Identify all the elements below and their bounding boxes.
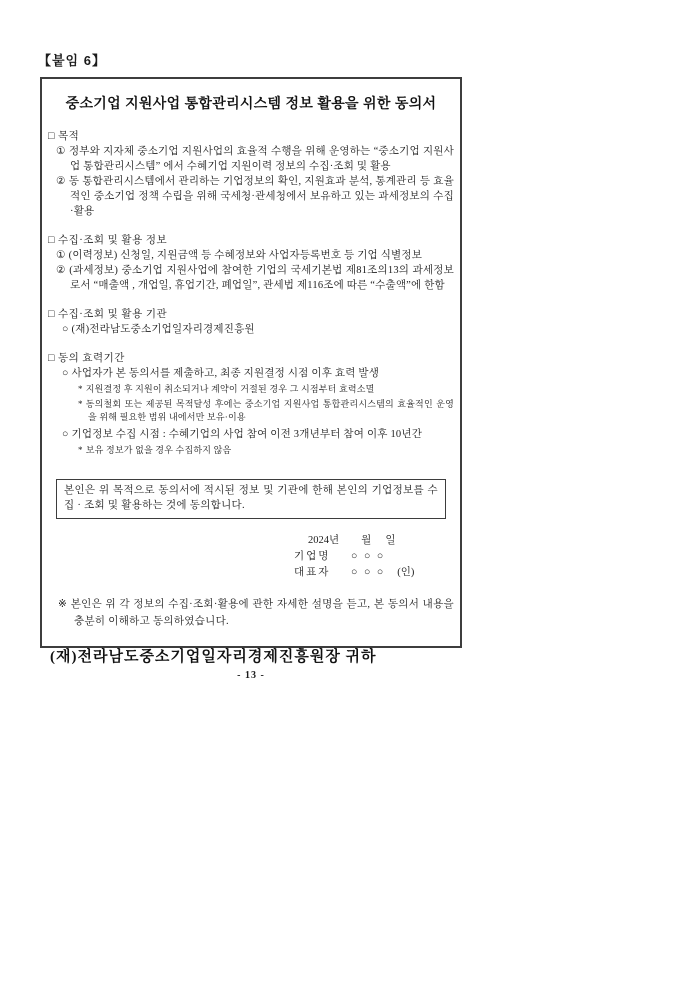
signature-ceo-row [294,565,454,581]
item-marker: * [78,384,83,394]
section-purpose [48,129,454,219]
info-item-1 [48,248,454,263]
section-validity [48,351,454,457]
item-marker: ① [56,146,66,157]
validity-subnote-1 [48,383,454,396]
document-title: 중소기업 지원사업 통합관리시스템 정보 활용을 위한 동의서 [65,95,437,111]
company-name-value: ○ ○ ○ [351,551,386,562]
item-text: (재)전라남도중소기업일자리경제진흥원 [71,324,255,335]
footnote-text: 본인은 위 각 정보의 수집·조회·활용에 관한 자세한 설명을 듣고, 본 동의서 내용을 충분히 이해하고 동의하였습니다. [70,599,454,627]
section-heading-collected-info: □ 수집·조회 및 활용 정보 [48,235,168,246]
attachment-label: 【붙임 6】 [38,53,106,68]
ceo-label: 대표자 [294,567,331,578]
info-item-2 [48,263,454,293]
purpose-item-2 [48,174,454,219]
footnote-marker: ※ [58,599,68,610]
item-marker: ① [56,250,66,261]
consent-form-document [40,77,462,665]
signature-date-row [294,533,454,549]
signature-date-year: 2024년 [308,535,340,546]
footnote [48,596,454,630]
purpose-item-1 [48,144,454,174]
item-marker: ○ [62,429,69,440]
section-agency [48,307,454,337]
item-text: (과세정보) 중소기업 지원사업에 참여한 기업의 국세기본법 제81조의13의 과세정보로서 “매출액 , 개업일, 휴업기간, 폐업일”, 관세법 제116조에 따른 “수출액”에 한함 [69,265,454,291]
item-marker: * [78,445,83,455]
item-text: 동 통합관리시스템에서 관리하는 기업정보의 확인, 지원효과 분석, 통계관리 등 효율적인 중소기업 정책 수립을 위해 국세청·관세청에서 보유하고 있는 과세정보의 수집·활용 [68,176,454,217]
section-heading-purpose: □ 목적 [48,131,80,142]
item-marker: ② [56,265,67,276]
validity-subnote-2 [48,398,454,424]
item-text: 정부와 지자체 중소기업 지원사업의 효율적 수행을 위해 운영하는 “중소기업 지원사업 통합관리시스템” 에서 수혜기업 지원이력 정보의 수집·조회 및 활용 [68,146,454,172]
seal-placeholder: (인) [397,567,415,578]
recipient-line: (재)전라남도중소기업일자리경제진흥원장 귀하 [50,649,377,665]
item-marker: * [78,399,83,409]
company-name-label: 기업명 [294,551,331,562]
signature-date-day: 일 [385,535,396,546]
signature-company-row [294,549,454,565]
item-text: 기업정보 수집 시점 : 수혜기업의 사업 참여 이전 3개년부터 참여 이후 10년간 [71,429,423,440]
item-text: 지원결정 후 지원이 취소되거나 계약이 거절된 경우 그 시점부터 효력소멸 [85,384,375,394]
page-number: - 13 - [237,670,265,681]
item-text: 사업자가 본 동의서를 제출하고, 최종 지원결정 시점 이후 효력 발생 [71,368,380,379]
signature-block [294,533,454,581]
item-marker: ○ [62,368,69,379]
signature-date-month: 월 [361,535,372,546]
item-text: (이력정보) 신청일, 지원금액 등 수혜정보와 사업자등록번호 등 기업 식별정보 [68,250,423,261]
section-heading-agency: □ 수집·조회 및 활용 기관 [48,309,168,320]
item-text: 보유 정보가 없을 경우 수집하지 않음 [85,445,232,455]
item-text: 동의철회 또는 제공된 목적달성 후에는 중소기업 지원사업 통합관리시스템의 효율적인 운영을 위해 필요한 범위 내에서만 보유·이용 [85,399,454,422]
validity-subnote-3 [48,444,454,457]
section-heading-validity: □ 동의 효력기간 [48,353,125,364]
section-collected-info [48,233,454,293]
validity-item-1 [48,366,454,381]
consent-statement-text: 본인은 위 목적으로 동의서에 적시된 정보 및 기관에 한해 본인의 기업정보를 수집 · 조회 및 활용하는 것에 동의합니다. [64,485,438,511]
ceo-value: ○ ○ ○ [351,567,386,578]
item-marker: ② [56,176,66,187]
validity-item-2 [48,427,454,442]
consent-statement-box [56,479,446,519]
item-marker: ○ [62,324,69,335]
agency-item [48,322,454,337]
